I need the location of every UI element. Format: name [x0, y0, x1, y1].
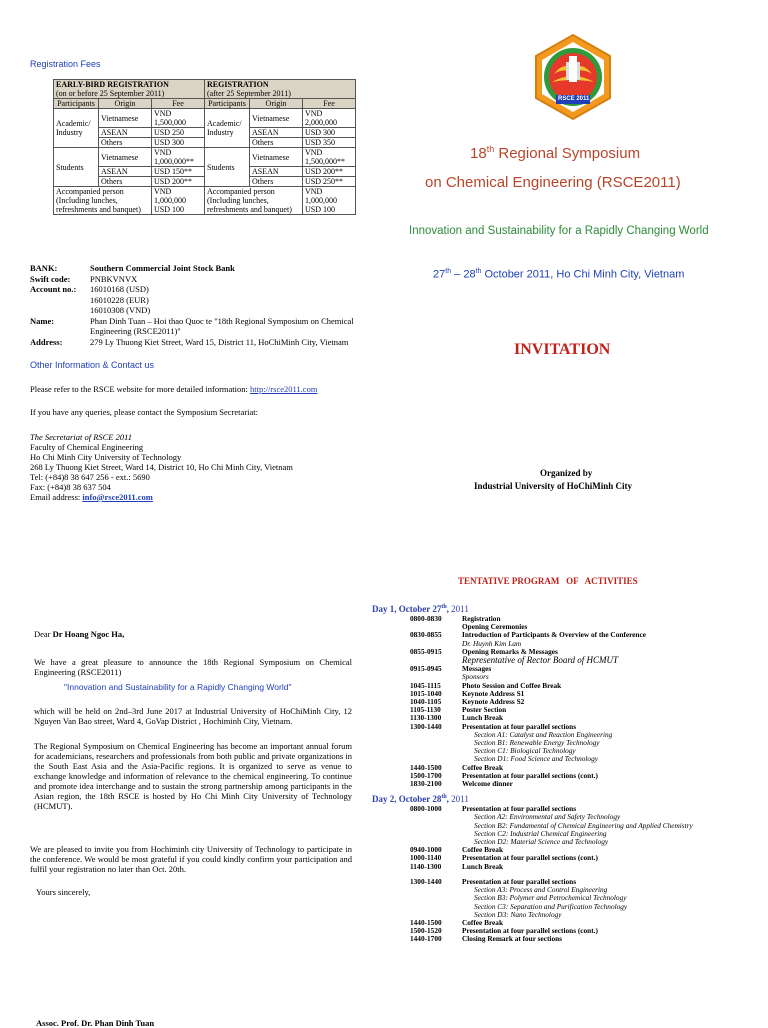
day2-list	[372, 846, 762, 871]
program-activity: Presentation at four parallel sections	[462, 876, 577, 886]
cell-fee: VND 2,000,000	[303, 109, 356, 128]
program-time: 0800-1000	[410, 804, 442, 814]
paragraph-announce: We have a great pleasure to announce the 18th Regional Symposium on Chemical Engineering (RSCE2011)	[34, 657, 352, 677]
section-code: Section A3:	[474, 885, 510, 895]
early-bird-header: EARLY-BIRD REGISTRATION (on or before 25 September 2011)	[54, 80, 205, 99]
swift-value: PNBKVNVX	[90, 273, 138, 284]
registration-header: REGISTRATION (after 25 September 2011)	[205, 80, 356, 99]
program-activity: Dr. Huynh Kim Lam	[462, 638, 522, 648]
program-activity: Photo Session and Coffee Break	[462, 680, 562, 690]
cell-origin: Others	[250, 138, 303, 148]
rsce-logo	[528, 32, 618, 122]
program-activity: Poster Section	[462, 705, 507, 715]
cell-origin: Vietnamese	[250, 148, 303, 167]
col-participants: Participants	[205, 99, 250, 109]
bank-label: BANK:	[30, 263, 58, 273]
program-title: TENTATIVE PROGRAM OF ACTIVITIES	[458, 576, 638, 586]
program-time: 1140-1300	[410, 861, 442, 871]
cell-fee: USD 300	[152, 138, 205, 148]
program-item	[372, 935, 762, 943]
program-activity: Lunch Break	[462, 713, 504, 723]
program-time: 1300-1440	[410, 876, 442, 886]
cell-origin: ASEAN	[99, 167, 152, 177]
program-time: 1000-1140	[410, 853, 442, 863]
program-item	[372, 665, 762, 673]
swift-label: Swift code:	[30, 273, 71, 284]
symposium-title-line1: 18th Regional Symposium	[470, 144, 641, 162]
account-usd: 16010168 (USD)	[90, 284, 149, 294]
program-activity: Closing Remark at four sections	[462, 934, 562, 944]
logo-text: RSCE 2011	[558, 96, 590, 102]
day2-sections	[372, 813, 762, 846]
program-time: 1440-1500	[410, 917, 442, 927]
program-item	[372, 863, 762, 871]
fees-table-wrapper	[53, 79, 356, 215]
col-origin: Origin	[99, 99, 152, 109]
cell-fee: VND 1,000,000**	[152, 148, 205, 167]
program-item	[372, 631, 762, 639]
cell-accompanied: Accompanied person (Including lunches, refreshments and banquet)	[54, 187, 152, 215]
theme-quote: "Innovation and Sustainability for a Rapidly Changing World"	[64, 682, 292, 692]
program-time: 0940-1000	[410, 845, 442, 855]
program-activity: Registration	[462, 614, 501, 623]
program-time: 1300-1440	[410, 721, 442, 731]
email-link[interactable]: info@rsce2011.com	[82, 492, 153, 502]
program-activity: Lunch Break	[462, 861, 504, 871]
section-topic: Catalyst and Reaction Engineering	[509, 729, 613, 739]
cell-fee: USD 150**	[152, 167, 205, 177]
cell-origin: Vietnamese	[99, 148, 152, 167]
program-time: 1040-1105	[410, 697, 442, 707]
refer-text: Please refer to the RSCE website for more detailed information:	[30, 384, 248, 394]
cell-fee: VND 1,500,000	[152, 109, 205, 128]
rsce-logo-icon	[528, 32, 618, 122]
section-topic: Food Science and Technology	[510, 754, 598, 764]
program-time: 0855-0915	[410, 646, 442, 656]
section-topic: Environmental and Safety Technology	[509, 812, 621, 822]
website-link[interactable]: http://rsce2011.com	[250, 384, 318, 394]
cell-fee: USD 350	[303, 138, 356, 148]
day1-list-afternoon	[372, 764, 762, 789]
program-activity: Messages	[462, 664, 492, 674]
paragraph-invite: We are pleased to invite you from Hochiminh city University of Technology to participate in the conference. We would be most grateful if you could kindly confirm your participation and fulfil your registration no later than Oct. 20th.	[30, 844, 352, 874]
program-activity: Opening Remarks & Messages	[462, 646, 558, 656]
program-time: 0830-0855	[410, 630, 442, 640]
cell-origin: Vietnamese	[250, 109, 303, 128]
program-activity: Keynote Address S2	[462, 697, 525, 707]
fees-table	[53, 79, 356, 215]
paragraph-about: The Regional Symposium on Chemical Engineering has become an important annual forum for academicians, researchers and professionals from both public and private organizations in the South East Asia and the Asia-Pacific regions. It is organized to serve as venue to exchange knowledge and information of relevance to the chemical engineering. To continue and promote idea interchange and to sustain the strong partnership among participants in the Asian region, the 18th RSCE is hosted by Ho Chi Minh City University of Technology (HCMUT).	[34, 741, 352, 811]
program-time: 1045-1115	[410, 680, 441, 690]
day1-sections	[372, 731, 762, 764]
section-code: Section B2:	[474, 820, 510, 830]
date-place: 27th – 28th October 2011, Ho Chi Minh City, Vietnam	[433, 268, 685, 281]
section-topic: Industrial Chemical Engineering	[510, 828, 607, 838]
registration-fees-title: Registration Fees	[30, 59, 101, 69]
yours-sincerely: Yours sincerely,	[36, 887, 91, 897]
cell-fee: VND 1,000,000 USD 100	[152, 187, 205, 215]
day1-heading: Day 1, October 27th, 2011	[372, 604, 469, 614]
bank-details	[30, 263, 370, 347]
recipient-name: Dr Hoang Ngoc Ha,	[52, 629, 125, 639]
cell-accompanied: Accompanied person (Including lunches, refreshments and banquet)	[205, 187, 303, 215]
name-label: Name:	[30, 315, 55, 326]
program-time: 1830-2100	[410, 779, 442, 789]
account-label: Account no.:	[30, 284, 77, 294]
program-activity: Presentation at four parallel sections (cont.)	[462, 770, 598, 780]
cell-students: Students	[54, 148, 99, 187]
program-activity: Opening Ceremonies	[462, 622, 528, 632]
section-code: Section C3:	[474, 901, 511, 911]
section-topic: Biological Technology	[510, 746, 576, 756]
program-item	[372, 615, 762, 623]
program-time: 1440-1500	[410, 762, 442, 772]
section-code: Section D1:	[474, 754, 511, 764]
bank-value: Southern Commercial Joint Stock Bank	[90, 263, 235, 273]
program-time: 0800-0830	[410, 614, 442, 623]
secretariat-line: Tel: (+84)8 38 647 256 - ext.: 5690	[30, 472, 150, 482]
col-fee: Fee	[152, 99, 205, 109]
cell-fee: USD 250	[152, 128, 205, 138]
program-time: 1500-1520	[410, 926, 442, 936]
program-time: 1015-1040	[410, 688, 442, 698]
day2-heading: Day 2, October 28th, 2011	[372, 794, 469, 805]
secretariat-block	[30, 432, 370, 502]
symposium-title-line2: on Chemical Engineering (RSCE2011)	[425, 174, 681, 191]
cell-fee: VND 1,500,000**	[303, 148, 356, 167]
cell-fee: VND 1,000,000 USD 100	[303, 187, 356, 215]
cell-fee: USD 200**	[303, 167, 356, 177]
secretariat-line: Faculty of Chemical Engineering	[30, 442, 144, 452]
program-activity: Keynote Address S1	[462, 688, 525, 698]
program-time: 1130-1300	[410, 713, 442, 723]
col-participants: Participants	[54, 99, 99, 109]
salutation	[34, 629, 124, 639]
section-code: Section C2:	[474, 828, 511, 838]
email-label: Email address:	[30, 492, 81, 502]
cell-academic: Academic/ Industry	[54, 109, 99, 148]
section-topic: Fundamental of Chemical Engineering and Applied Chemistry	[509, 820, 693, 830]
program-time: 1500-1700	[410, 770, 442, 780]
theme-title: Innovation and Sustainability for a Rapidly Changing World	[409, 225, 709, 237]
day1-list	[372, 615, 762, 731]
cell-origin: Others	[99, 177, 152, 187]
section-topic: Renewable Energy Technology	[509, 738, 600, 748]
program-activity: Presentation at four parallel sections	[462, 804, 577, 814]
cell-academic: Academic/ Industry	[205, 109, 250, 148]
account-eur: 16010228 (EUR)	[90, 294, 149, 305]
program-time: 1105-1130	[410, 705, 441, 715]
cell-fee: USD 250**	[303, 177, 356, 187]
dear-text: Dear	[34, 629, 51, 639]
section-topic: Process and Control Engineering	[509, 885, 608, 895]
section-topic: Nano Technology	[510, 909, 562, 919]
cell-origin: ASEAN	[250, 167, 303, 177]
address-label: Address:	[30, 336, 63, 347]
cell-origin: Vietnamese	[99, 109, 152, 128]
secretariat-line: Fax: (+84)8 38 637 504	[30, 482, 111, 492]
refer-line	[30, 384, 370, 394]
cell-origin: ASEAN	[99, 128, 152, 138]
cell-origin: Others	[250, 177, 303, 187]
program-time: 1440-1700	[410, 934, 442, 944]
paragraph-venue: which will be held on 2nd–3rd June 2017 at Industrial University of HoChiMinh City, 12 Nguyen Van Bao street, Ward 4, GoVap District , Hochiminh City, Vietnam.	[34, 706, 352, 726]
program-activity: Coffee Break	[462, 917, 503, 927]
section-topic: Material Science and Technology	[510, 837, 609, 847]
section-code: Section D2:	[474, 837, 511, 847]
section-code: Section D3:	[474, 909, 511, 919]
address-value: 279 Ly Thuong Kiet Street, Ward 15, District 11, HoChiMinh City, Vietnam	[90, 336, 349, 347]
section-code: Section C1:	[474, 746, 511, 756]
section-code: Section A1:	[474, 729, 510, 739]
program-activity: Coffee Break	[462, 762, 503, 772]
section-code: Section B3:	[474, 893, 510, 903]
program-time: 0915-0945	[410, 664, 442, 674]
program-activity: Presentation at four parallel sections	[462, 721, 577, 731]
program-activity: Welcome dinner	[462, 779, 513, 789]
cell-origin: Others	[99, 138, 152, 148]
signature-name: Assoc. Prof. Dr. Phan Dinh Tuan	[36, 1018, 155, 1028]
program-activity: Coffee Break	[462, 845, 503, 855]
name-value: Phan Dinh Tuan – Hoi thao Quoc te "18th Regional Symposium on Chemical Engineering (RSCE2011)"	[90, 315, 354, 336]
account-vnd: 16010308 (VND)	[90, 305, 151, 315]
cell-students: Students	[205, 148, 250, 187]
organizer-name: Industrial University of HoChiMinh City	[474, 481, 633, 491]
cell-fee: USD 200**	[152, 177, 205, 187]
cell-origin: ASEAN	[250, 128, 303, 138]
program-item	[372, 780, 762, 788]
program-activity: Representative of Rector Board of HCMUT	[462, 655, 619, 666]
day2-list-afternoon	[372, 919, 762, 944]
cell-fee: USD 300	[303, 128, 356, 138]
section-code: Section A2:	[474, 812, 510, 822]
secretariat-line: 268 Ly Thuong Kiet Street, Ward 14, District 10, Ho Chi Minh City, Vietnam	[30, 462, 293, 472]
other-info-title: Other Information & Contact us	[30, 360, 155, 370]
section-code: Section B1:	[474, 738, 510, 748]
section-topic: Polymer and Petrochemical Technology	[509, 893, 627, 903]
program-section	[372, 903, 762, 911]
program-activity: Presentation at four parallel sections (cont.)	[462, 926, 598, 936]
col-fee: Fee	[303, 99, 356, 109]
program-activity: Sponsors	[462, 672, 489, 682]
program-schedule	[372, 602, 762, 944]
program-activity: Presentation at four parallel sections (cont.)	[462, 853, 598, 863]
queries-text: If you have any queries, please contact the Symposium Secretariat:	[30, 407, 259, 417]
section-topic: Separation and Purification Technology	[510, 901, 628, 911]
secretariat-line: The Secretariat of RSCE 2011	[30, 432, 132, 442]
col-origin: Origin	[250, 99, 303, 109]
program-activity: Introduction of Participants & Overview of the Conference	[462, 630, 646, 640]
invitation-heading: INVITATION	[514, 341, 611, 358]
organized-by: Organized by	[540, 468, 593, 478]
secretariat-line: Ho Chi Minh City University of Technology	[30, 452, 182, 462]
day2-sections-pm	[372, 886, 762, 919]
